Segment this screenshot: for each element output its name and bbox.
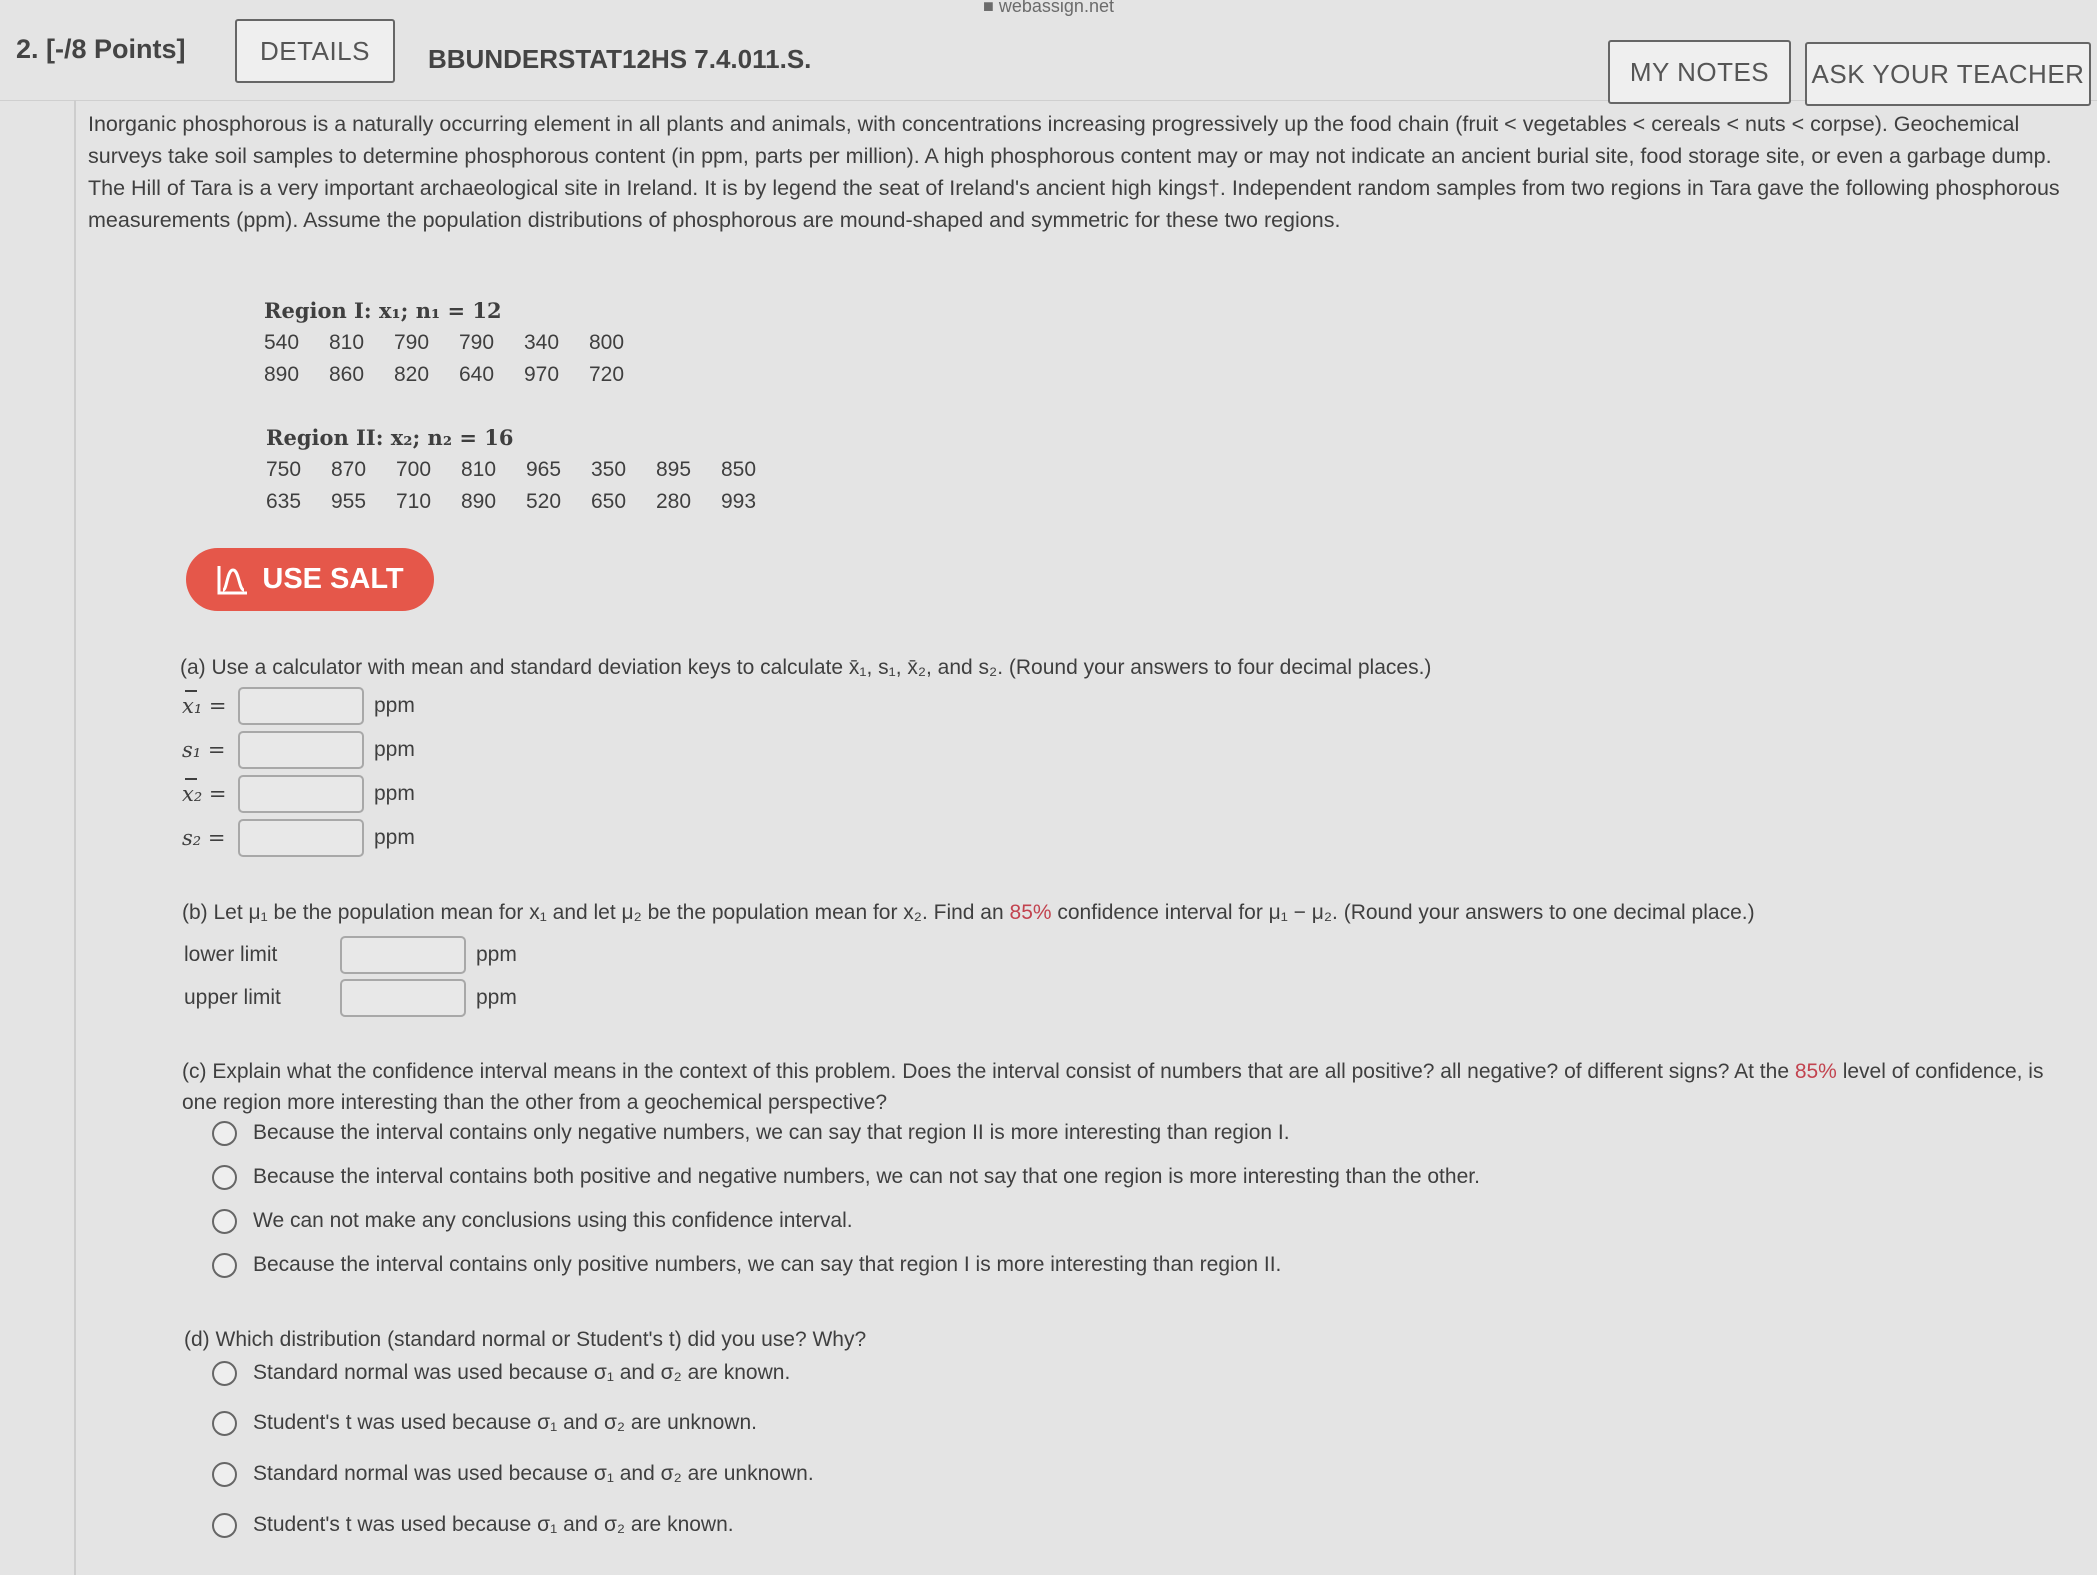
- data-cell: 635: [266, 490, 302, 513]
- radio-button[interactable]: [212, 1513, 237, 1538]
- data-cell: 750: [266, 458, 302, 481]
- data-cell: 993: [721, 490, 757, 513]
- radio-button[interactable]: [212, 1253, 237, 1278]
- use-salt-label: USE SALT: [262, 563, 404, 595]
- part-b-question: (b) Let μ₁ be the population mean for x₁ and let μ₂ be the population mean for x₂. Find an 85% confidence interval for μ₁ − μ₂. (Round your answers to one decimal place.): [182, 901, 1755, 924]
- s1-row: [182, 730, 415, 770]
- data-cell: 890: [264, 363, 300, 386]
- data-cell: 640: [459, 363, 495, 386]
- data-cell: 800: [589, 331, 625, 354]
- data-cell: 790: [394, 331, 430, 354]
- part-d-question: (d) Which distribution (standard normal or Student's t) did you use? Why?: [184, 1328, 867, 1351]
- unit-label: ppm: [374, 694, 415, 717]
- details-button[interactable]: DETAILS: [235, 19, 395, 83]
- ask-teacher-button[interactable]: ASK YOUR TEACHER: [1805, 42, 2091, 106]
- confidence-level: 85%: [1009, 901, 1052, 924]
- data-cell: 540: [264, 331, 300, 354]
- region1-title: Region I: x₁; n₁ = 12: [264, 298, 502, 323]
- unit-label: ppm: [374, 782, 415, 805]
- lower-limit-input[interactable]: [340, 936, 466, 974]
- s1-label: s₁ =: [182, 738, 226, 762]
- s1-input[interactable]: [238, 731, 364, 769]
- lock-icon: ■: [983, 0, 999, 16]
- region2-title: Region II: x₂; n₂ = 16: [266, 425, 514, 450]
- problem-code: BBUNDERSTAT12HS 7.4.011.S.: [428, 44, 812, 74]
- radio-button[interactable]: [212, 1361, 237, 1386]
- unit-label: ppm: [476, 943, 517, 966]
- s2-row: [182, 818, 415, 858]
- part-a-question: (a) Use a calculator with mean and standard deviation keys to calculate x̄₁, s₁, x̄₂, and s₂. (Round your answers to four decimal places.): [180, 656, 1432, 679]
- part-d-option[interactable]: Standard normal was used because σ₁ and σ₂ are known.: [212, 1357, 790, 1389]
- xbar1-input[interactable]: [238, 687, 364, 725]
- data-cell: 710: [396, 490, 432, 513]
- upper-limit-input[interactable]: [340, 979, 466, 1017]
- radio-button[interactable]: [212, 1411, 237, 1436]
- xbar2-input[interactable]: [238, 775, 364, 813]
- browser-url: ■ webassign.net: [0, 0, 2097, 17]
- region2-data: [266, 425, 786, 514]
- s2-input[interactable]: [238, 819, 364, 857]
- part-c-option[interactable]: Because the interval contains only positive numbers, we can say that region I is more interesting than region II.: [212, 1249, 1281, 1281]
- data-cell: 790: [459, 331, 495, 354]
- data-row: [266, 458, 786, 482]
- data-cell: 720: [589, 363, 625, 386]
- confidence-level: 85%: [1794, 1060, 1837, 1083]
- data-cell: 520: [526, 490, 562, 513]
- unit-label: ppm: [374, 826, 415, 849]
- data-cell: 890: [461, 490, 497, 513]
- part-d-option[interactable]: Student's t was used because σ₁ and σ₂ are unknown.: [212, 1407, 757, 1439]
- part-d-option[interactable]: Student's t was used because σ₁ and σ₂ are known.: [212, 1509, 734, 1541]
- unit-label: ppm: [476, 986, 517, 1009]
- data-cell: 810: [461, 458, 497, 481]
- part-c-option[interactable]: Because the interval contains both positive and negative numbers, we can not say that one region is more interesting than the other.: [212, 1161, 1480, 1193]
- part-c-option[interactable]: We can not make any conclusions using this confidence interval.: [212, 1205, 853, 1237]
- data-cell: 810: [329, 331, 365, 354]
- question-header: [0, 0, 2097, 101]
- data-cell: 700: [396, 458, 432, 481]
- part-c-option[interactable]: Because the interval contains only negative numbers, we can say that region II is more interesting than region I.: [212, 1117, 1290, 1149]
- salt-chart-icon: [216, 564, 250, 596]
- xbar1-row: [182, 686, 415, 726]
- data-cell: 860: [329, 363, 365, 386]
- part-d-option[interactable]: Standard normal was used because σ₁ and σ₂ are unknown.: [212, 1458, 814, 1490]
- lower-limit-label: lower limit: [184, 943, 278, 966]
- unit-label: ppm: [374, 738, 415, 761]
- xbar2-row: [182, 774, 415, 814]
- data-row: [266, 490, 786, 514]
- upper-limit-row: [184, 978, 517, 1018]
- s2-label: s₂ =: [182, 826, 226, 850]
- data-cell: 650: [591, 490, 627, 513]
- data-cell: 970: [524, 363, 560, 386]
- region1-data: [264, 298, 654, 387]
- data-row: [264, 363, 654, 387]
- data-cell: 955: [331, 490, 367, 513]
- radio-button[interactable]: [212, 1462, 237, 1487]
- data-cell: 340: [524, 331, 560, 354]
- data-cell: 280: [656, 490, 692, 513]
- data-cell: 820: [394, 363, 430, 386]
- part-c-question: (c) Explain what the confidence interval means in the context of this problem. Does the interval consist of numbers that are all positive? all negative? of different signs? At the 85% level of confidence, is one region more interesting than the other from a geochemical perspective?: [182, 1060, 2044, 1114]
- data-cell: 965: [526, 458, 562, 481]
- xbar2-label: x₂ =: [182, 782, 238, 806]
- data-row: [264, 331, 654, 355]
- radio-button[interactable]: [212, 1121, 237, 1146]
- radio-button[interactable]: [212, 1165, 237, 1190]
- lower-limit-row: [184, 935, 517, 975]
- data-cell: 870: [331, 458, 367, 481]
- question-points: 2. [-/8 Points]: [16, 34, 186, 64]
- use-salt-button[interactable]: [186, 548, 434, 611]
- my-notes-button[interactable]: MY NOTES: [1608, 40, 1791, 104]
- xbar1-label: x₁ =: [182, 694, 238, 718]
- problem-intro: Inorganic phosphorous is a naturally occurring element in all plants and animals, with concentrations increasing progressively up the food chain (fruit < vegetables < cereals < nuts < corpse). Geochemical surveys take soil samples to determine phosphorous content (in ppm, parts per million). A high phosphorous content may or may not indicate an ancient burial site, food storage site, or even a garbage dump. The Hill of Tara is a very important archaeological site in Ireland. It is by legend the seat of Ireland's ancient high kings†. Independent random samples from two regions in Tara gave the following phosphorous measurements (ppm). Assume the population distributions of phosphorous are mound-shaped and symmetric for these two regions.: [88, 112, 2060, 232]
- radio-button[interactable]: [212, 1209, 237, 1234]
- data-cell: 895: [656, 458, 692, 481]
- data-cell: 350: [591, 458, 627, 481]
- data-cell: 850: [721, 458, 757, 481]
- upper-limit-label: upper limit: [184, 986, 281, 1009]
